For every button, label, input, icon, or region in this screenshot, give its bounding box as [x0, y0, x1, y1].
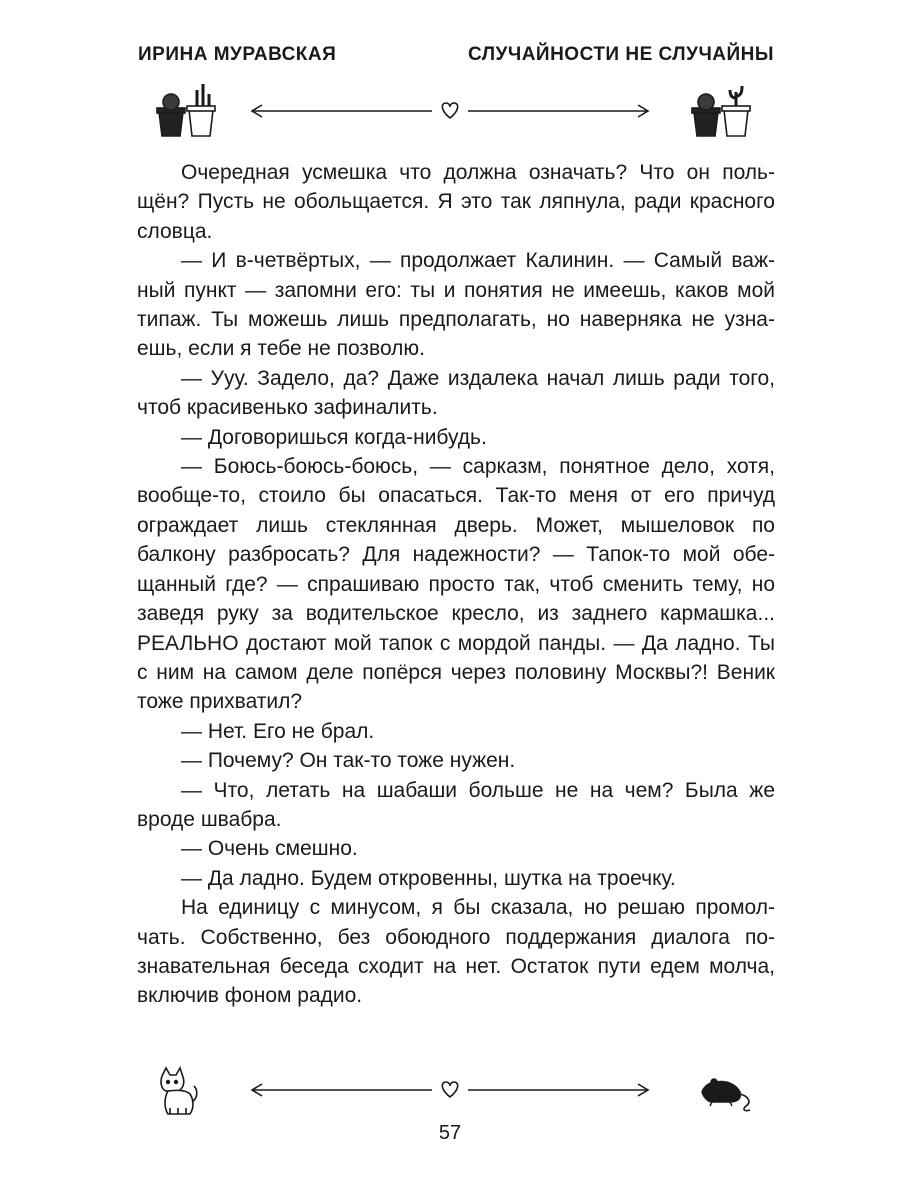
heart-icon: [442, 1082, 457, 1097]
book-title: СЛУЧАЙНОСТИ НЕ СЛУЧАЙНЫ: [467, 44, 774, 65]
cactus-pots-icon: [692, 86, 750, 136]
paragraph: — Да ладно. Будем откровенны, шутка на троечку.: [181, 866, 676, 890]
paragraph: — Боюсь-боюсь-боюсь, — сарказм, понятное дело, хотя, вообще-то, стоило бы опасаться. Так-то меня от его причуд ограждает лишь стеклянная дверь. Может, мышеловок по балкону разбросать? Для надежности? — Тапок-то мой обещанный где? — спрашиваю просто так, чтоб сменить тему, но заведя руку за водительское кресло, из заднего кармашка... РЕАЛЬНО достают мой тапок с мордой панды. — Да ладно. Ты с ним на самом деле попёрся через половину Москвы?! Веник тоже прихватил?: [137, 455, 775, 714]
heart-icon: [442, 103, 457, 118]
top-divider: [252, 103, 648, 118]
top-ornament: [0, 82, 900, 142]
bottom-divider: [252, 1082, 648, 1097]
paragraph: — И в-четвёртых, — продолжает Калинин. — Самый важный пункт — запомни его: ты и понятия не имеешь, каков мой типаж. Ты можешь лишь предполагать, но наверняка не узнаешь, если я тебе не позволю.: [137, 249, 775, 361]
bottom-ornament: [0, 1066, 900, 1126]
paragraph: — Договоришься когда-нибудь.: [181, 425, 487, 449]
page-number: 57: [438, 1122, 462, 1144]
rat-icon: [702, 1079, 750, 1111]
running-header: [138, 44, 774, 72]
paragraph: — Очень смешно.: [181, 837, 358, 861]
paragraph: На единицу с минусом, я бы сказала, но решаю промолчать. Собственно, без обоюдного поддержания диалога познавательная беседа сходит на нет. Остаток пути едем молча, включив фоном радио.: [137, 896, 775, 1008]
paragraph: — Почему? Он так-то тоже нужен.: [181, 749, 516, 773]
paragraph: Очередная усмешка что должна означать? Что он польщён? Пусть не обольщается. Я это так ляпнула, ради красного словца.: [137, 161, 775, 243]
paragraph: — Что, летать на шабаши больше не на чем? Была же вроде швабра.: [137, 778, 775, 831]
cactus-pots-icon: [157, 84, 215, 136]
kitten-icon: [161, 1068, 197, 1114]
author-name: ИРИНА МУРАВСКАЯ: [138, 44, 337, 65]
paragraph: — Ууу. Задело, да? Даже издалека начал лишь ради того, чтоб красивенько зафиналить.: [137, 366, 775, 420]
paragraph: — Нет. Его не брал.: [181, 719, 375, 743]
body-text: [137, 158, 775, 1011]
